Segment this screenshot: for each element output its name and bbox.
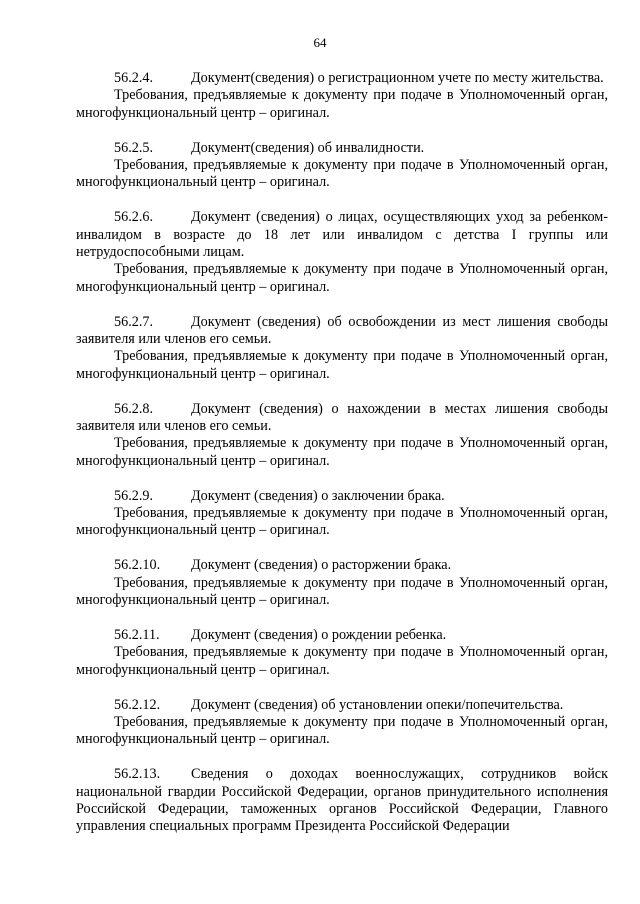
clause-heading: [76, 140, 608, 157]
clause-requirement: Требования, предъявляемые к документу при подаче в Уполномоченный орган, многофункциональный центр – оригинал.: [76, 574, 608, 608]
clause-56-2-9: [76, 488, 608, 540]
clause-number: 56.2.8.: [114, 400, 154, 417]
clause-heading: [76, 627, 608, 644]
page-number: 64: [313, 35, 327, 50]
clause-heading: [76, 314, 608, 349]
clause-title: Документ (сведения) о нахождении в местах лишения свободы заявителя или членов его семьи.: [76, 400, 608, 434]
clause-number: 56.2.13.: [114, 766, 161, 783]
clause-number: 56.2.5.: [114, 139, 154, 156]
clause-number: 56.2.10.: [114, 557, 161, 574]
clause-title: Документ(сведения) о регистрационном учете по месту жительства.: [191, 70, 604, 86]
clause-56-2-12: [76, 697, 608, 749]
clause-heading: [76, 766, 608, 835]
clause-number: 56.2.12.: [114, 696, 161, 713]
clause-56-2-11: [76, 627, 608, 679]
clause-56-2-8: [76, 401, 608, 470]
clause-title: Документ (сведения) о заключении брака.: [191, 487, 445, 504]
clause-56-2-10: [76, 557, 608, 609]
clause-heading: [76, 557, 608, 574]
clause-requirement: Требования, предъявляемые к документу при подаче в Уполномоченный орган, многофункциональный центр – оригинал.: [76, 435, 608, 469]
clause-56-2-4: [76, 70, 608, 122]
clause-56-2-5: [76, 140, 608, 192]
clause-heading: [76, 488, 608, 505]
clause-title: Документ (сведения) о расторжении брака.: [191, 557, 452, 574]
clause-title: Документ (сведения) о лицах, осуществляющих уход за ребенком-инвалидом в возрасте до 18 лет или инвалидом с детства I группы или нетрудоспособными лицам.: [76, 209, 608, 260]
clause-number: 56.2.6.: [114, 209, 154, 226]
clause-requirement: Требования, предъявляемые к документу при подаче в Уполномоченный орган, многофункциональный центр – оригинал.: [76, 713, 608, 748]
clause-requirement: Требования, предъявляемые к документу при подаче в Уполномоченный орган, многофункциональный центр – оригинал.: [76, 156, 608, 191]
clause-number: 56.2.7.: [114, 313, 154, 330]
clause-title: Документ (сведения) об освобождении из мест лишения свободы заявителя или членов его семьи.: [76, 313, 608, 347]
clause-number: 56.2.11.: [114, 627, 160, 643]
clause-number: 56.2.4.: [114, 70, 154, 86]
clause-heading: [76, 697, 608, 714]
clause-title: Документ (сведения) о рождении ребенка.: [191, 627, 447, 643]
clause-heading: [76, 70, 608, 87]
clause-heading: [76, 401, 608, 436]
clause-56-2-6: [76, 209, 608, 295]
clause-heading: [76, 209, 608, 261]
clause-title: Сведения о доходах военнослужащих, сотрудников войск национальной гвардии Российской Федерации, органов принудительного исполнения Российской Федерации, таможенных органов Российской Федерации, Главного управления специальных программ Президента Российской Федерации: [76, 766, 608, 835]
clause-requirement: Требования, предъявляемые к документу при подаче в Уполномоченный орган, многофункциональный центр – оригинал.: [76, 348, 608, 382]
document-body: [76, 70, 608, 853]
clause-requirement: Требования, предъявляемые к документу при подаче в Уполномоченный орган, многофункциональный центр – оригинал.: [76, 87, 608, 121]
clause-title: Документ (сведения) об установлении опеки/попечительства.: [191, 696, 564, 713]
clause-requirement: Требования, предъявляемые к документу при подаче в Уполномоченный орган, многофункциональный центр – оригинал.: [76, 644, 608, 678]
clause-56-2-13: [76, 766, 608, 835]
clause-requirement: Требования, предъявляемые к документу при подаче в Уполномоченный орган, многофункциональный центр – оригинал.: [76, 504, 608, 539]
clause-title: Документ(сведения) об инвалидности.: [191, 139, 425, 156]
clause-56-2-7: [76, 314, 608, 383]
clause-requirement: Требования, предъявляемые к документу при подаче в Уполномоченный орган, многофункциональный центр – оригинал.: [76, 261, 608, 295]
clause-number: 56.2.9.: [114, 487, 154, 504]
